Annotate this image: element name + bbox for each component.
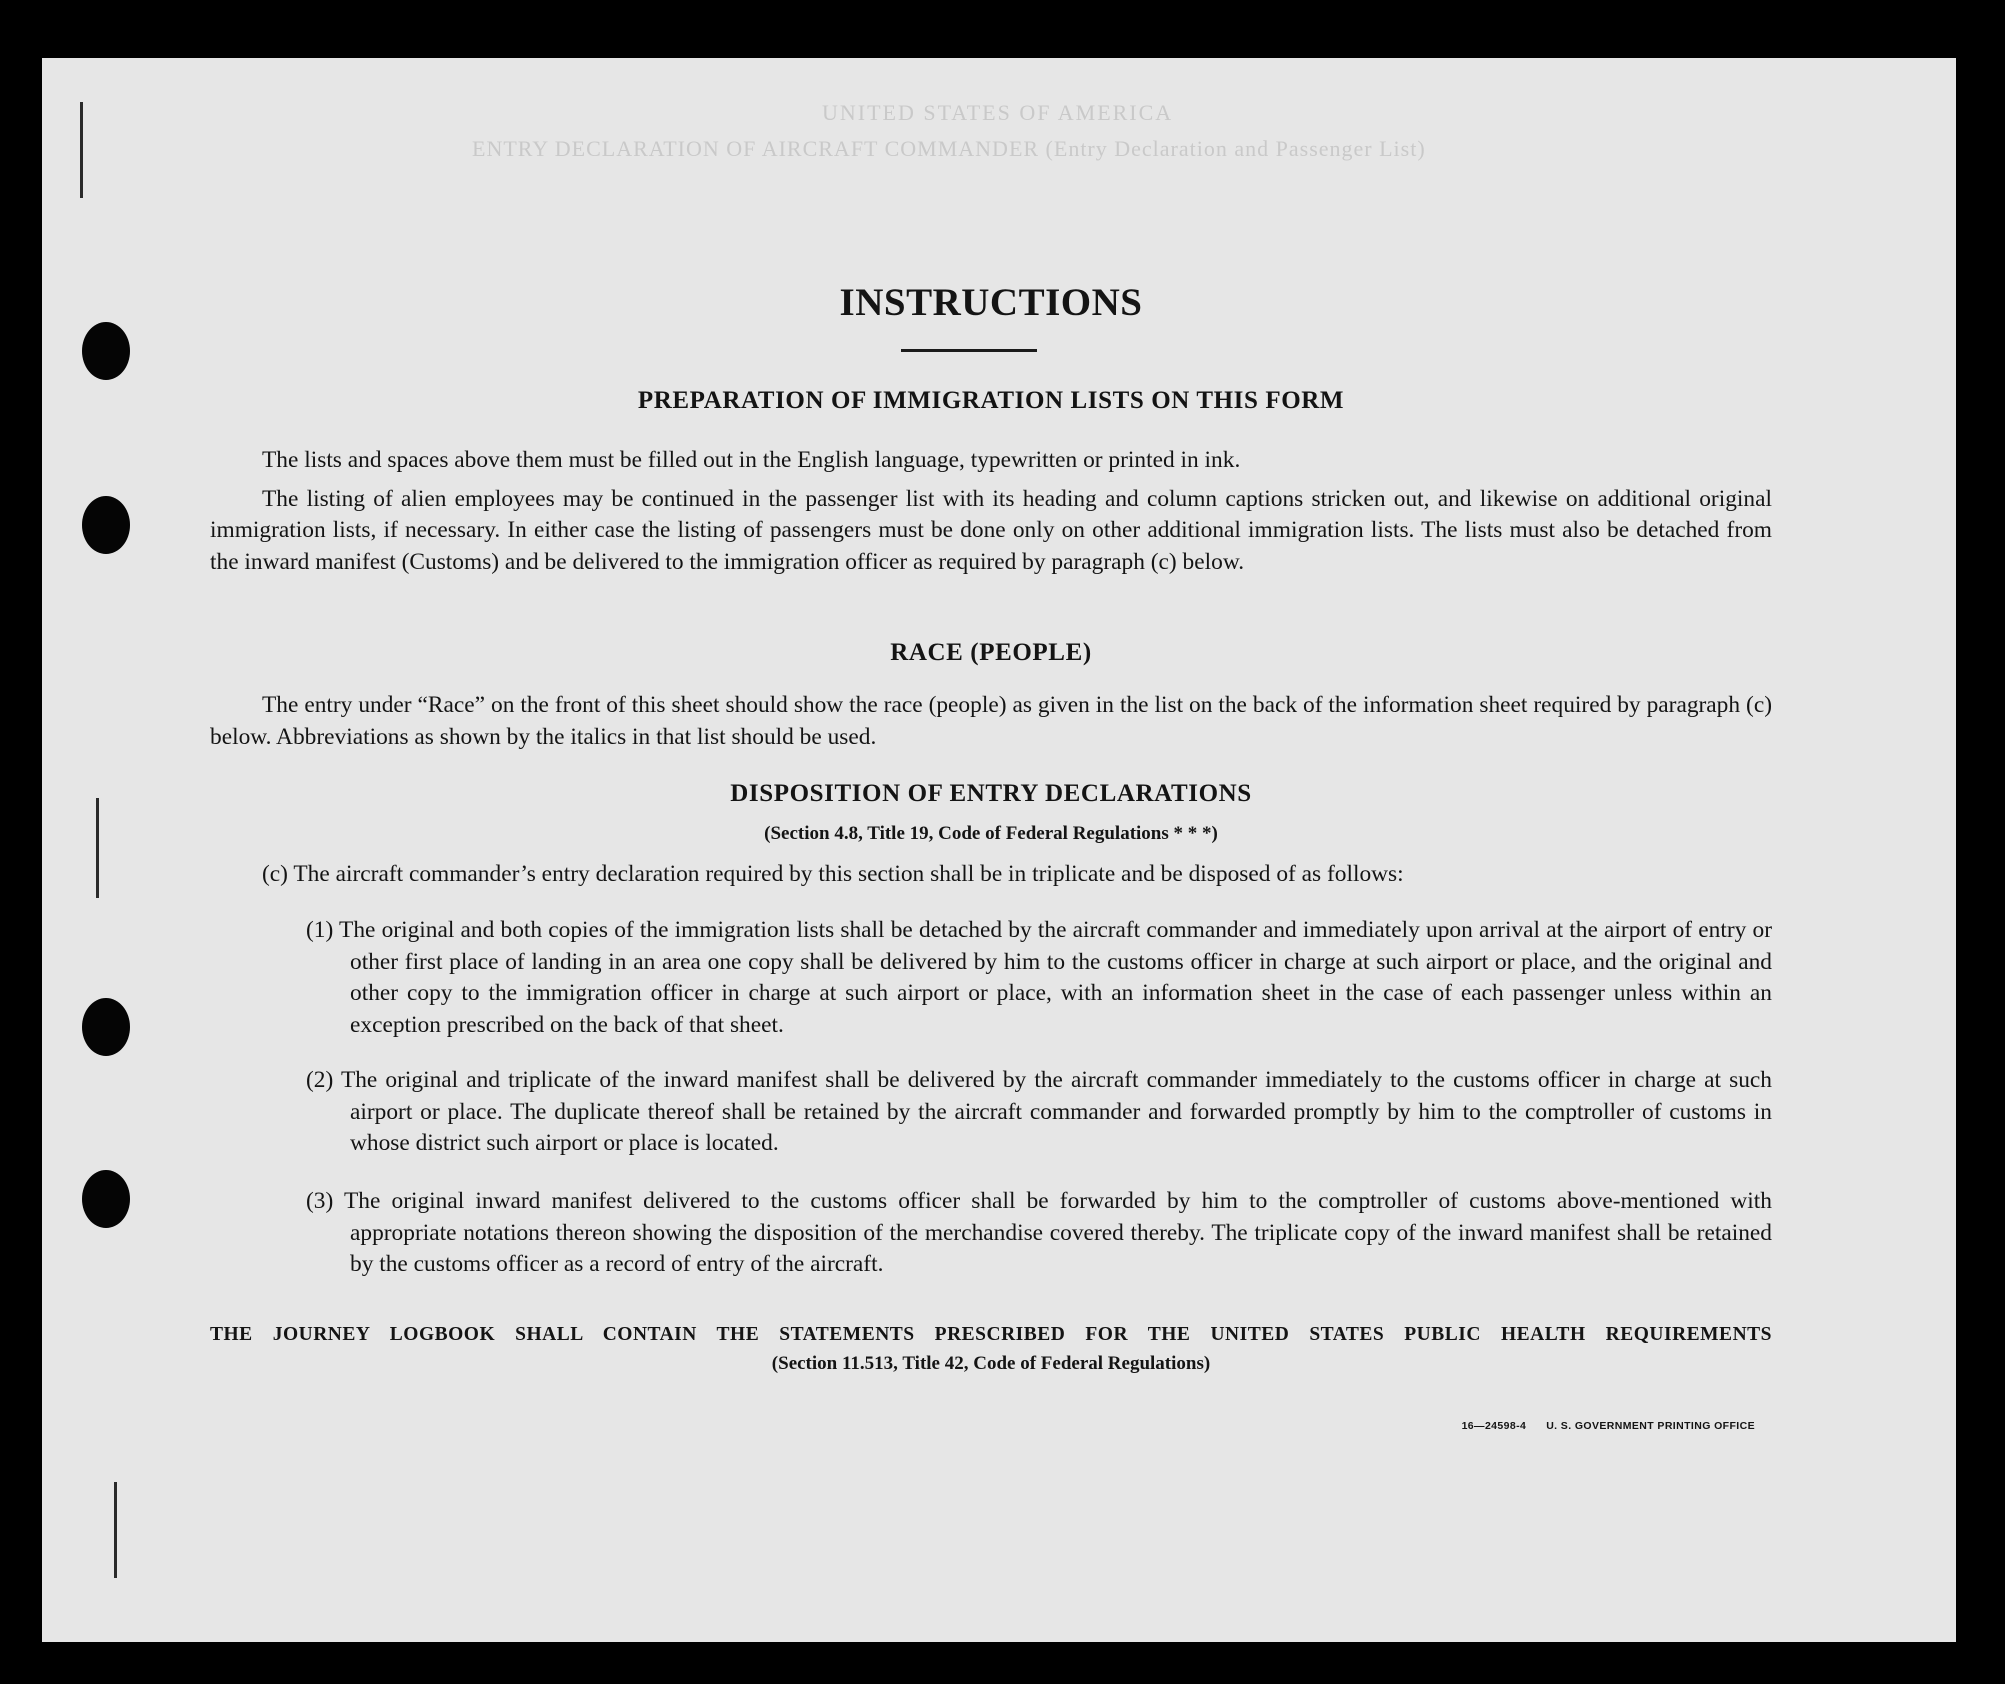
list-item: (2) The original and triplicate of the inward manifest shall be delivered by the aircraft commander immediately to the customs officer in charge at such airport or place. The duplicate thereof shall be retained by the aircraft commander and forwarded promptly by him to the comptroller of customs in whose district such airport or place is located. [306, 1067, 1772, 1156]
margin-mark-1 [80, 102, 83, 198]
section-body-race [210, 690, 1772, 753]
health-requirements-statement: THE JOURNEY LOGBOOK SHALL CONTAIN THE STATEMENTS PRESCRIBED FOR THE UNITED STATES PUBLIC HEALTH REQUIREMENTS [210, 1324, 1772, 1345]
binder-hole-3 [82, 998, 130, 1056]
paragraph: The entry under “Race” on the front of this sheet should show the race (people) as given in the list on the back of the information sheet required by paragraph (c) below. Abbreviations as shown by the italics in that list should be used. [210, 692, 1772, 750]
section-body-preparation [210, 445, 1772, 578]
binder-hole-4 [82, 1170, 130, 1228]
binder-hole-1 [82, 322, 130, 380]
paragraph: The listing of alien employees may be continued in the passenger list with its heading and column captions stricken out, and likewise on additional original immigration lists, if necessary. In either case the listing of passengers must be done only on other additional immigration lists. The lists must also be detached from the inward manifest (Customs) and be delivered to the immigration officer as required by paragraph (c) below. [210, 485, 1772, 575]
printer-imprint [1462, 1420, 1755, 1432]
section-citation-disposition: (Section 4.8, Title 19, Code of Federal Regulations * * *) [764, 823, 1218, 844]
margin-mark-3 [114, 1482, 117, 1578]
printer-name: U. S. GOVERNMENT PRINTING OFFICE [1546, 1420, 1755, 1432]
title-underline [901, 349, 1037, 352]
bleed-through-line2: ENTRY DECLARATION OF AIRCRAFT COMMANDER (Entry Declaration and Passenger List) [472, 136, 1426, 161]
page-title: INSTRUCTIONS [839, 281, 1143, 324]
list-item: (3) The original inward manifest delivered to the customs officer shall be forwarded by him to the comptroller of customs above-mentioned with appropriate notations thereon showing the disposition of the merchandise covered thereby. The triplicate copy of the inward manifest shall be retained by the customs officer as a record of entry of the aircraft. [306, 1188, 1772, 1277]
document-page [42, 58, 1956, 1642]
section-heading-preparation: PREPARATION OF IMMIGRATION LISTS ON THIS FORM [637, 387, 1345, 414]
health-requirements-citation: (Section 11.513, Title 42, Code of Federal Regulations) [771, 1353, 1211, 1374]
bleed-through-line1: UNITED STATES OF AMERICA [822, 100, 1174, 125]
paragraph: The lists and spaces above them must be filled out in the English language, typewritten or printed in ink. [262, 447, 1241, 473]
list-item: (1) The original and both copies of the immigration lists shall be detached by the aircraft commander and immediately upon arrival at the airport of entry or other first place of landing in an area one copy shall be delivered by him to the customs officer in charge at such airport or place, and the original and other copy to the immigration officer in charge at such airport or place, with an information sheet in the case of each passenger unless within an exception prescribed on the back of that sheet. [306, 917, 1772, 1038]
print-code: 16—24598-4 [1461, 1420, 1527, 1432]
section-heading-disposition: DISPOSITION OF ENTRY DECLARATIONS [730, 780, 1252, 807]
binder-hole-2 [82, 496, 130, 554]
margin-mark-2 [96, 798, 99, 898]
subsection-lead: (c) The aircraft commander’s entry declaration required by this section shall be in triplicate and be disposed of as follows: [262, 861, 1404, 887]
section-heading-race: RACE (PEOPLE) [890, 639, 1092, 666]
